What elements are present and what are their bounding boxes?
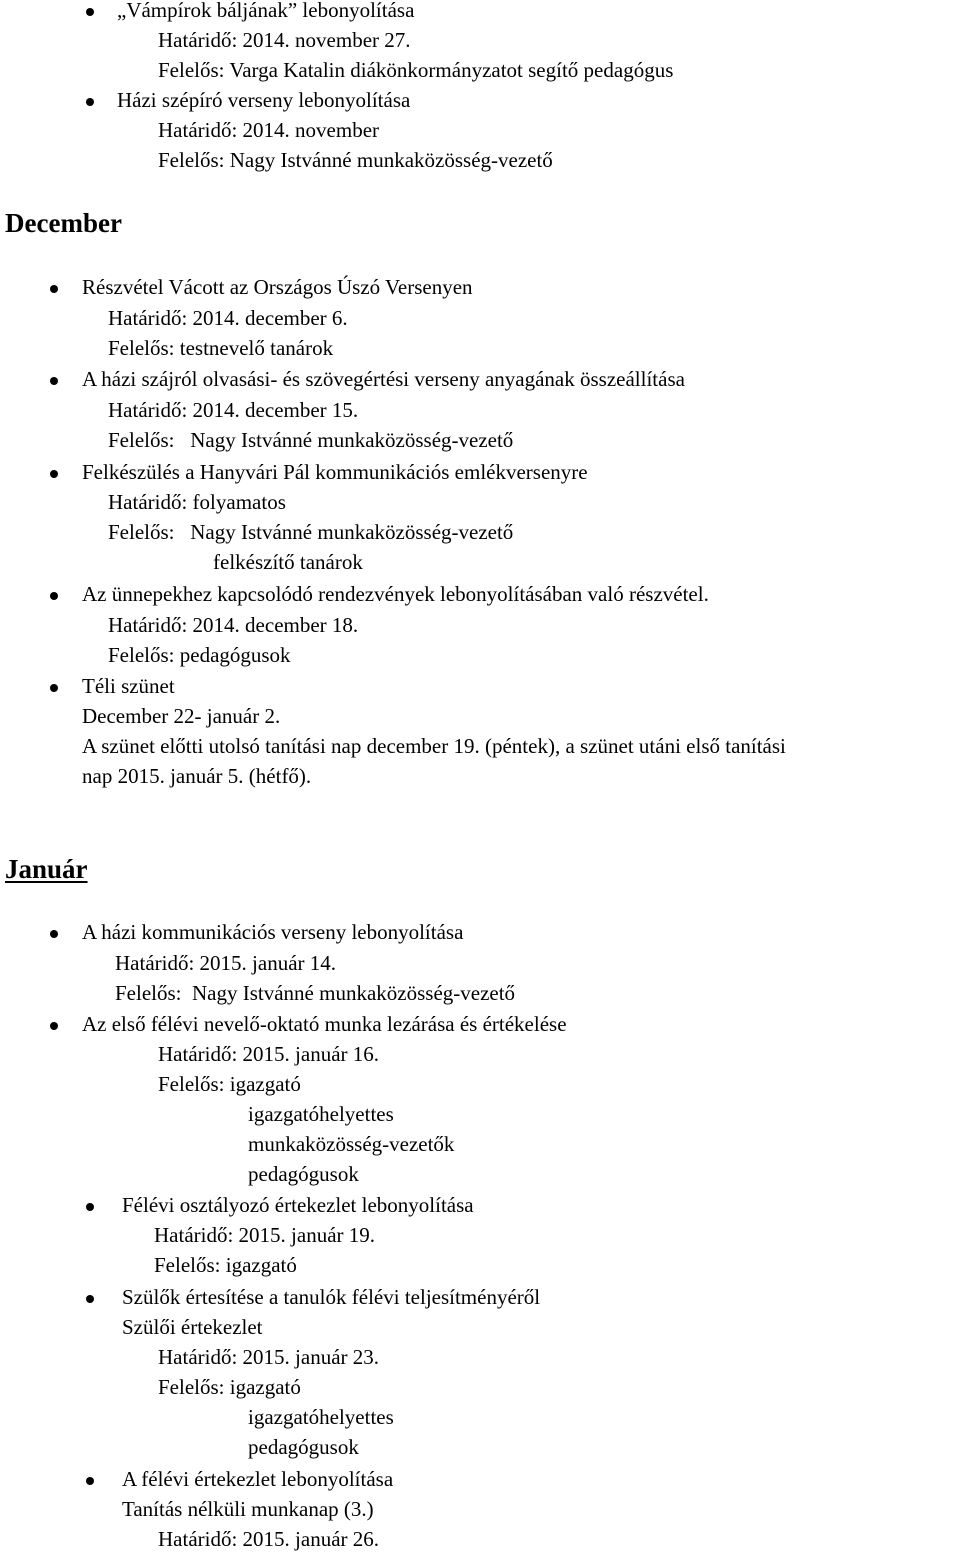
list-item-title: A félévi értekezlet lebonyolítása: [122, 1467, 394, 1491]
responsible-line-continued: munkaközösség-vezetők: [248, 1132, 455, 1156]
deadline-line: Határidő: 2015. január 23.: [158, 1345, 380, 1369]
deadline-line: Határidő: 2014. november: [158, 118, 380, 142]
deadline-line: Határidő: 2014. november 27.: [158, 28, 411, 52]
list-bullet: [86, 1203, 94, 1211]
list-bullet: [50, 592, 58, 600]
responsible-line: Felelős: igazgató: [158, 1072, 301, 1096]
list-item-title: Félévi osztályozó értekezlet lebonyolítása: [122, 1193, 474, 1217]
subtitle-line: Szülői értekezlet: [122, 1315, 263, 1339]
list-item-title: Téli szünet: [82, 674, 175, 698]
responsible-line: Felelős: Varga Katalin diákönkormányzatot segítő pedagógus: [158, 58, 674, 82]
list-item-title: Az első félévi nevelő-oktató munka lezárása és értékelése: [82, 1012, 567, 1036]
responsible-line: Felelős: Nagy Istvánné munkaközösség-vezető: [115, 981, 516, 1005]
list-bullet: [86, 1295, 94, 1303]
deadline-line: Határidő: folyamatos: [108, 490, 286, 514]
list-bullet: [86, 1477, 94, 1485]
list-bullet: [50, 684, 58, 692]
list-item-title: A házi szájról olvasási- és szövegértési verseny anyagának összeállítása: [82, 367, 685, 391]
deadline-line: Határidő: 2015. január 26.: [158, 1527, 380, 1551]
section-heading-december: December: [5, 208, 122, 238]
list-bullet: [50, 470, 58, 478]
deadline-line: Határidő: 2014. december 18.: [108, 613, 359, 637]
list-bullet: [86, 98, 94, 106]
responsible-line: Felelős: Nagy Istvánné munkaközösség-vezető: [158, 148, 553, 172]
note-line: A szünet előtti utolsó tanítási nap december 19. (péntek), a szünet utáni első tanítási: [82, 734, 786, 758]
deadline-line: Határidő: 2015. január 19.: [154, 1223, 376, 1247]
responsible-line: Felelős: Nagy Istvánné munkaközösség-vezető: [108, 428, 514, 452]
deadline-line: Határidő: 2014. december 15.: [108, 398, 359, 422]
list-item-title: Részvétel Vácott az Országos Úszó Versenyen: [82, 275, 473, 299]
deadline-line: Határidő: 2015. január 14.: [115, 951, 337, 975]
responsible-line: Felelős: Nagy Istvánné munkaközösség-vezető: [108, 520, 514, 544]
responsible-line-continued: pedagógusok: [248, 1162, 359, 1186]
subtitle-line: Tanítás nélküli munkanap (3.): [122, 1497, 374, 1521]
responsible-line-continued: igazgatóhelyettes: [248, 1102, 394, 1126]
responsible-line: Felelős: testnevelő tanárok: [108, 336, 334, 360]
list-item-title: A házi kommunikációs verseny lebonyolítása: [82, 920, 464, 944]
responsible-line-continued: pedagógusok: [248, 1435, 359, 1459]
note-line-continued: nap 2015. január 5. (hétfő).: [82, 764, 312, 788]
responsible-line-continued: felkészítő tanárok: [213, 550, 363, 574]
responsible-line: Felelős: pedagógusok: [108, 643, 291, 667]
date-range-line: December 22- január 2.: [82, 704, 281, 728]
section-heading-januar: Január: [5, 854, 88, 884]
list-bullet: [86, 8, 94, 16]
responsible-line: Felelős: igazgató: [154, 1253, 297, 1277]
list-item-title: „Vámpírok báljának” lebonyolítása: [117, 0, 415, 22]
deadline-line: Határidő: 2015. január 16.: [158, 1042, 380, 1066]
list-bullet: [50, 377, 58, 385]
list-bullet: [50, 285, 58, 293]
list-item-title: Felkészülés a Hanyvári Pál kommunikációs emlékversenyre: [82, 460, 588, 484]
responsible-line: Felelős: igazgató: [158, 1375, 301, 1399]
list-item-title: Házi szépíró verseny lebonyolítása: [117, 88, 411, 112]
deadline-line: Határidő: 2014. december 6.: [108, 306, 348, 330]
list-bullet: [50, 930, 58, 938]
list-bullet: [50, 1022, 58, 1030]
responsible-line-continued: igazgatóhelyettes: [248, 1405, 394, 1429]
list-item-title: Szülők értesítése a tanulók félévi teljesítményéről: [122, 1285, 541, 1309]
list-item-title: Az ünnepekhez kapcsolódó rendezvények lebonyolításában való részvétel.: [82, 582, 709, 606]
